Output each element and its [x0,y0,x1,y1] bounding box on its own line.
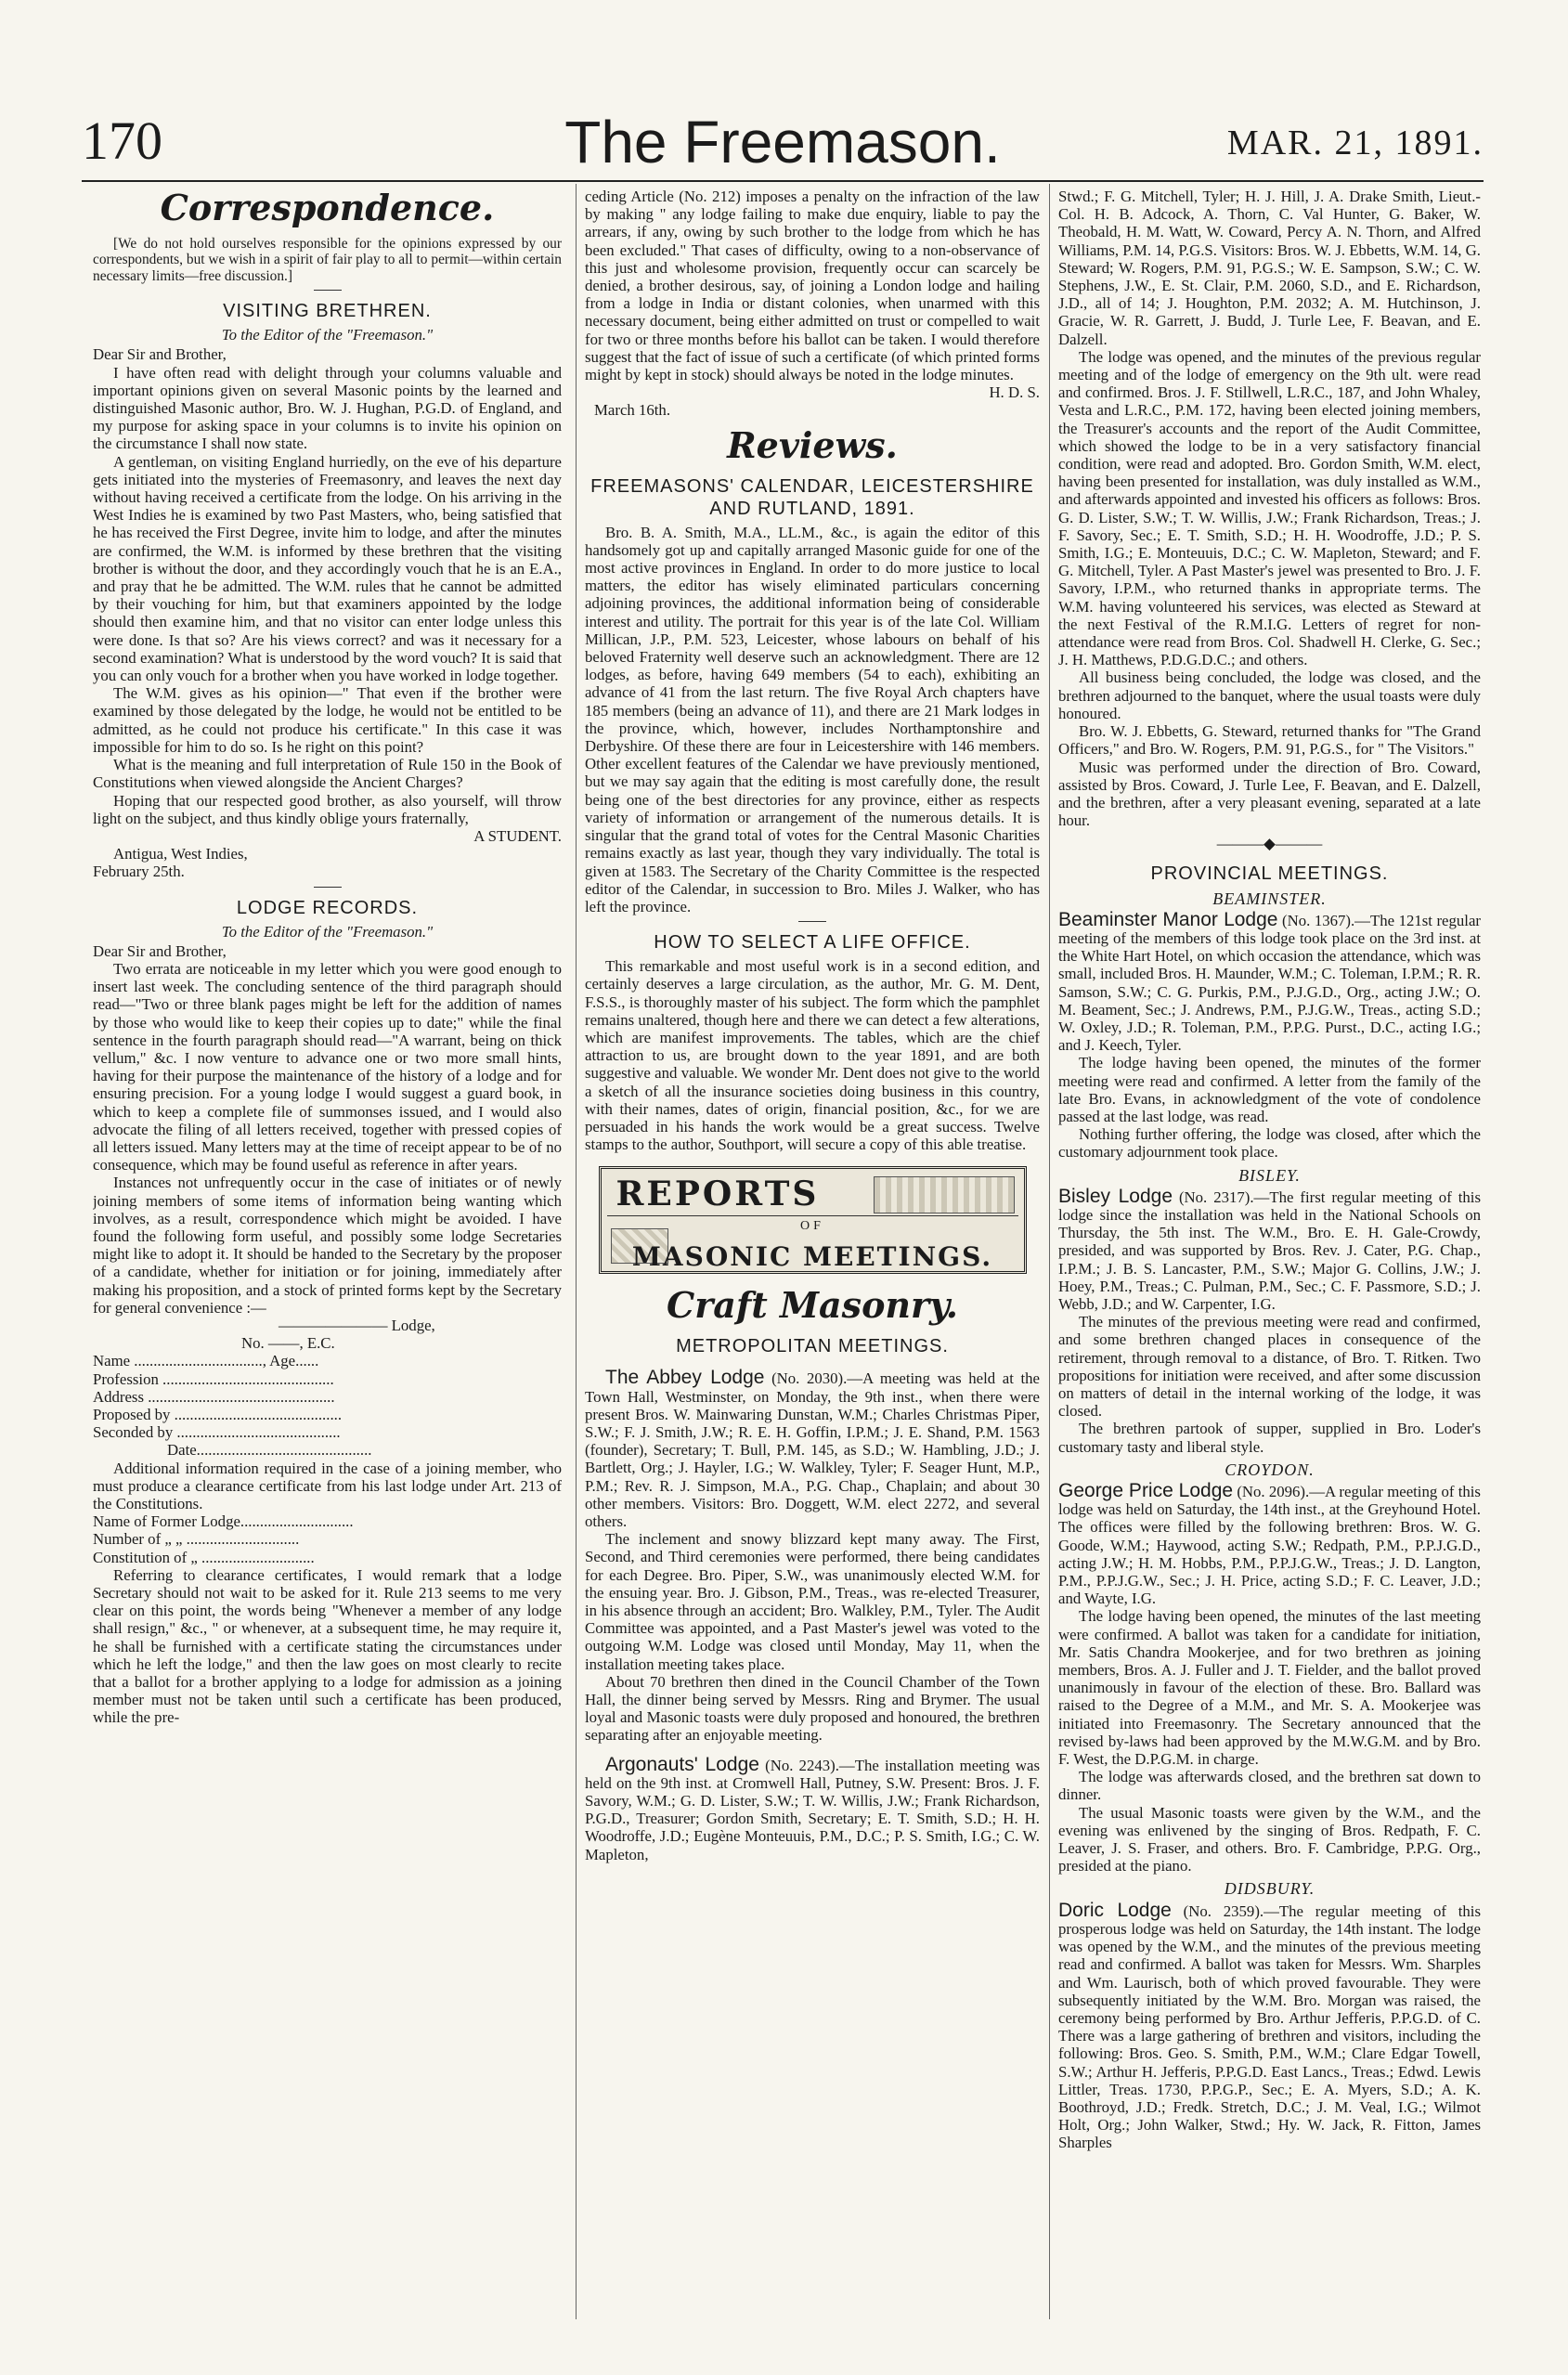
issue-date: MAR. 21, 1891. [1226,123,1484,162]
paragraph: The minutes of the previous meeting were read and confirmed, and some brethren changed places in consequence of the retirement, through removal to a distance, of Bro. T. Ritken. Two propositions for initiation were received, and after some discussion on matters of detail in the internal working of the lodge, it was closed. [1058,1313,1481,1421]
lodge-name: The Abbey Lodge [605,1367,765,1389]
paragraph: ceding Article (No. 212) imposes a penalty on the infraction of the law by making " any lodge failing to make due enquiry, liable to pay the arrears, if any, owing by such brother to the lodge from which he has been excluded." That cases of difficulty, owing to a non-observance of this just and wholesome provision, frequently occur can scarcely be denied, a brother desirous, say, of joining a London lodge and hailing from a lodge in India or distant colonies, when unarmed with this necessary document, being either admitted on trust or compelled to wait for two or three months before his ballot can be taken. I would therefore suggest that the fact of issue of such a certificate (of which printed forms might by kept in stock) should always be noted in the lodge minutes. [585,188,1040,384]
paragraph: This remarkable and most useful work is in a second edition, and certainly deserves a large circulation, as the author, Mr. G. M. Dent, F.S.S., is thoroughly master of his subject. The form which the pamphlet remains unaltered, though here and there we can detect a few alterations, which are manifest improvements. The tables, which are the chief attraction to us, are brought down to the year 1891, and are both suggestive and valuable. We wonder Mr. Dent does not give to the world a sketch of all the insurance societies doing business in this country, with their names, dates of origin, financial position, &c., for we are persuaded in his hands the work would be a great success. Twelve stamps to the author, Southport, will secure a copy of this able treatise. [585,957,1040,1154]
column-3 [1058,188,1481,2323]
paragraph: What is the meaning and full interpretation of Rule 150 in the Book of Constitutions when viewed alongside the Ancient Charges? [93,756,562,792]
salutation: Dear Sir and Brother, [93,941,227,960]
paragraph: Nothing further offering, the lodge was closed, after which the customary adjournment took place. [1058,1125,1481,1162]
letter-title: VISITING BRETHREN. [223,301,432,322]
letter-title: LODGE RECORDS. [236,897,419,918]
paragraph: Bro. W. J. Ebbetts, G. Steward, returned thanks for "The Grand Officers," and Bro. W. Rogers, P.M. 91, P.G.S., for " The Visitors." [1058,722,1481,759]
lodge-report: —The installation meeting was held on the 9th inst. at Cromwell Hall, Putney, S.W. Present: Bros. J. F. Savory, W.M.; G. D. Lister, S.W.; T. W. Willis, J.W.; Frank Richardson, P.G.D., Treasurer; Gordon Smith, Secretary; E. T. Smith, S.D.; H. H. Woodroffe, J.D.; Eugène Monteuuis, P.M., D.C.; P. S. Smith, I.G.; C. W. Mapleton, [585,1756,1040,1863]
paragraph: The brethren partook of supper, supplied in Bro. Loder's customary tasty and liberal style. [1058,1420,1481,1456]
section-title: METROPOLITAN MEETINGS. [676,1336,949,1357]
place-heading: DIDSBURY. [1224,1879,1315,1899]
form-line: Proposed by ........................................... [93,1406,343,1423]
divider [798,921,826,922]
reviews-heading: Reviews. [727,423,898,466]
paragraph: The lodge was opened, and the minutes of the previous regular meeting and of the lodge of emergency on the 9th ult. were read and confirmed. Bros. J. F. Stillwell, L.R.C., 187, and John Whaley, Vesta and L.R.C., P.M. 172, having been elected joining members, the Treasurer's accounts and the report of the Audit Committee, which showed the lodge to be in a very satisfactory financial condition, were read and adopted. Bro. Gordon Smith, W.M. elect, having been presented for installation, was duly installed as W.M., and afterwards appointed and invested his officers as follows: Bros. G. D. Lister, S.W.; T. W. Willis, J.W.; Frank Richardson, Treas.; J. F. Savory, Sec.; E. T. Smith, S.D.; H. H. Woodroffe, J.D.; P. S. Smith, I.G.; E. Monteuuis, D.C.; C. W. Mapleton, Steward; and F. G. Mitchell, Tyler. A Past Master's jewel was presented to Bro. J. F. Savory, I.P.M., who returned thanks in appropriate terms. The W.M. having volunteered his services, was elected as Steward at the next Festival of the R.M.I.G. Letters of regret for non-attendance were read from Bros. Col. Shadwell H. Clerke, G. Sec.; J. H. Matthews, P.D.G.D.C.; and others. [1058,347,1481,669]
correspondence-heading: Correspondence. [160,188,495,228]
salutation: Dear Sir and Brother, [93,345,227,364]
column-1 [93,188,562,2323]
paragraph: I have often read with delight through your columns valuable and important opinions given on several Masonic points by the learned and distinguished Masonic author, Bro. W. J. Hughan, P.G.D. of England, and my purpose for asking space in your columns is to invite his opinion on the circumstance I shall now state. [93,363,562,453]
lodge-name: George Price Lodge [1058,1480,1234,1502]
form-line: Date............................................. [167,1441,372,1460]
banner-ornament [874,1176,1015,1213]
masthead-rule [82,180,1484,182]
paragraph: Referring to clearance certificates, I would remark that a lodge Secretary should not wait to be asked for it. Rule 213 seems to me very clear on this point, the words being "Whenever a member of any lodge shall resign," &c., " or whenever, at a subsequent time, he may require it, he shall be furnished with a certificate stating the circumstances under which he left the lodge," and then the law goes on most clearly to recite that a ballot for a brother applying to a lodge for admission as a joining member must not be taken until such a certificate has been produced, while the pre- [93,1565,562,1727]
lodge-name: Beaminster Manor Lodge [1058,908,1278,930]
letter-addressee: To the Editor of the "Freemason." [221,326,434,344]
divider [314,290,342,291]
signature: A STUDENT. [473,826,562,845]
disclaimer: [We do not hold ourselves responsible for the opinions expressed by our correspondents, but we wish in a spirit of fair play to all to permit—within certain necessary limits—free discussion.] [93,236,562,284]
lodge-name: Argonauts' Lodge [605,1753,759,1775]
lodge-report: —The regular meeting of this prosperous lodge was held on Saturday, the 14th instant. The lodge was opened by the W.M., and the minutes of the previous meeting read and confirmed. A ballot was taken for Messrs. Wm. Sharples and Wm. Laurisch, both of which proved favourable. They were subsequently initiated by the W.M. Bro. Morgan was raised, the ceremony being performed by Bro. Arthur Jefferis, P.P.G.D. of C. There was a large gathering of brethren and visitors, including the following: Bros. Geo. S. Smith, P.M., W.M.; Clare Edgar Towell, S.W.; Arthur H. Jefferis, P.P.G.D. East Lancs., Treas.; Edwd. Lewis Littler, Treas. 1730, P.P.G.P., Sec.; E. A. Myers, S.D.; A. K. Boothroyd, J.D.; Fredk. Stretch, D.C.; J. M. Veal, I.G.; Wilmot Holt, Org.; John Walker, Stwd.; Hy. W. Jack, R. Fitton, James Sharples [1058,1901,1481,2152]
dateline: February 25th. [93,863,185,881]
place-heading: BISLEY. [1238,1165,1301,1185]
form-line: Name ................................., Age...... [93,1352,319,1370]
lodge-report: —A regular meeting of this lodge was held on Saturday, the 14th inst., at the Greyhound Hotel. The offices were filled by the following brethren: Bros. W. G. Goode, W.M.; Haywood, acting S.W.; Redpath, P.M., P.P.J.G.D., acting J.W.; H. M. Hobbs, P.M., P.P.J.G.W., Treas.; J. D. Langton, P.M., P.P.J.G.W., Sec.; J. H. Price, acting S.D.; F. C. Leaver, J.D.; and Wayte, I.G. [1058,1483,1481,1608]
paragraph: Bro. B. A. Smith, M.A., LL.M., &c., is again the editor of this handsomely got up and capitally arranged Masonic guide for one of the most active provinces in England. In order to do more justice to local matters, the editor has wisely eliminated particulars concerning adjoining provinces, the additional information being of considerable interest and utility. The portrait for this year is of the late Col. William Millican, J.P., P.M. 523, Leicester, whose labours on behalf of his beloved Fraternity well deserve such an acknowledgment. There are 12 lodges, as before, having 649 members (54 to each), exhibiting an advance of 41 from the last return. The five Royal Arch chapters have 185 members (being an advance of 11), and there are 21 Mark lodges in the province, which, however, includes Northamptonshire and Derbyshire. Of these there are four in Leicestershire with 146 members. Other excellent features of the Calendar we have previously mentioned, but we may say again that the editing is most carefully done, the result being one of the best directories for any province, either as respects variety of information or arrangement of the numerous details. It is singular that the grand total of votes for the Central Masonic Charities remains exactly as last year, though they vary individually. The total is given at 1583. The Secretary of the Charity Committee is the respected editor of the Calendar, in succession to Bro. Miles J. Walker, who has left the province. [585,523,1040,915]
banner-meetings: MASONIC MEETINGS. [631,1241,993,1273]
paragraph: A gentleman, on visiting England hurriedly, on the eve of his departure gets initiated into the mysteries of Freemasonry, and leaves the next day without having received a certificate from the lodge. On his arriving in the West Indies he is examined by two Past Masters, who, being satisfied that he has received the First Degree, invite him to lodge, and after the minutes are confirmed, the W.M. is informed by these brethren that the visiting brother is without the door, and they accordingly vouch that he is an E.A., and pray that he be admitted. The W.M. rules that he cannot be admitted by their vouching for him, but that examiners appointed by the lodge should then examine him, and that no visitor can enter lodge unless this were done. Is that so? Are his views correct? and was it necessary for a second examination? What is understood by the word vouch? It is said that you can only vouch for a brother when you have worked in lodge together. [93,452,562,685]
paragraph: Stwd.; F. G. Mitchell, Tyler; H. J. Hill, J. A. Drake Smith, Lieut.-Col. H. B. Adcock, A. Thorn, C. Val Hunter, G. Baker, W. Theobald, H. M. Watt, W. Coward, Percy A. N. Thorn, and Alfred Williams, P.M. 14, P.G.S. Visitors: Bros. W. J. Ebbetts, W.M. 14, G. Steward; W. Rogers, P.M. 91, P.G.S.; W. E. Sampson, S.W.; C. W. Stephens, J.W., E. St. Clair, P.M. 2060, S.D., and E. Richardson, J.D., all of 14; J. Houghton, P.M. 2032; A. M. Hutchinson, J. Gracie, W. R. Garrett, J. Budd, J. Turle Lee, F. Beavan, and E. Dalzell. [1058,188,1481,348]
form-line: ——————— Lodge, [279,1316,435,1334]
craft-masonry-heading: Craft Masonry. [666,1284,959,1327]
lodge-report: —The first regular meeting of this lodge since the installation was held in the National Schools on Thursday, the 5th inst. The W.M., Bro. E. H. Gale-Crowdy, presided, and was supported by Bros. Rev. J. Cater, P.G. Chap., I.P.M.; J. B. S. Lancaster, P.M., S.W.; Major G. Collins, J.W.; J. Hoey, P.M., Treas.; C. Pulman, P.M., Sec.; C. F. Passmore, S.D.; J. Webb, J.D.; and W. Carpenter, I.G. [1058,1188,1481,1313]
paragraph: The W.M. gives as his opinion—" That even if the brother were examined by those delegated by the lodge, he would not be entitled to be admitted, as he could not produce his certificate." In this case it was impossible for him to do so. Is he right on this point? [93,684,562,756]
signature: H. D. S. [989,383,1040,402]
lodge-number: (No. 1367). [1282,911,1355,929]
lodge-number: (No. 2317). [1178,1188,1254,1206]
form-line: Address ................................................ [93,1387,335,1406]
paragraph: Instances not unfrequently occur in the case of initiates or of newly joining members of some items of information being wanting which involves, as a result, correspondence which might be avoided. I have found the following form useful, and possibly some lodge Secretaries might like to adopt it. It should be handed to the Secretary by the proposer of a candidate, whether for initiation or for joining, immediately after making his proposition, and a stock of printed forms kept by the Secretary for general convenience :— [93,1174,562,1317]
review-title: HOW TO SELECT A LIFE OFFICE. [654,932,971,954]
form-line: Constitution of „ ............................. [93,1548,315,1566]
paragraph: The lodge was afterwards closed, and the brethren sat down to dinner. [1058,1768,1481,1804]
form-line: Name of Former Lodge............................. [93,1512,354,1531]
paragraph: All business being concluded, the lodge was closed, and the brethren adjourned to the banquet, where the usual toasts were duly honoured. [1058,668,1481,722]
paragraph: The lodge having been opened, the minutes of the last meeting were confirmed. A ballot was taken for a candidate for initiation, Mr. Satis Chandra Mookerjee, and for two brethren as joining members, Bros. A. J. Fuller and J. T. Fielder, and the ballot proved unanimously in favour of the election of these. Bro. Ballard was raised to the Degree of a M.M., and Mr. S. A. Mookerjee was initiated into Freemasonry. The Secretary announced that the revised by-laws had been approved by the M.W.G.M. and by Bro. F. West, the D.P.G.M. in charge. [1058,1607,1481,1769]
lodge-report: —The 121st regular meeting of the members of this lodge took place on the 3rd inst. at the White Hart Hotel, on which occasion the attendance, which was small, included Bros. H. Maunder, W.M.; C. Toleman, I.P.M.; R. R. Samson, S.W.; C. G. Purkis, P.M., P.J.G.D., Org., acting J.W.; O. M. Beament, Sec.; J. Andrews, P.M., P.J.G.W., Treas., acting S.D.; W. Oxley, J.D.; R. Toleman, P.M., P.P.G. Purst., D.C., acting I.G.; and J. Keech, Tyler. [1058,911,1481,1055]
paragraph: Hoping that our respected good brother, as also yourself, will throw light on the subject, and thus kindly oblige yours fraternally, [93,791,562,827]
form-line: Seconded by .......................................... [93,1423,341,1442]
banner-of: OF [800,1219,824,1234]
paragraph: The inclement and snowy blizzard kept many away. The First, Second, and Third ceremonies were performed, there being candidates for each Degree. Bro. Piper, S.W., was unanimously elected W.M. for the ensuing year. Bro. J. Gibson, P.M., Treas., was re-elected Treasurer, in his absence through an accident; Bro. Walkley, P.M., Tyler. The Audit Committee was appointed, and a Past Master's jewel was voted to the outgoing W.M. Lodge was closed until Monday, May 11, when the installation meeting takes place. [585,1530,1040,1673]
reports-banner [599,1166,1027,1274]
place-heading: CROYDON. [1225,1460,1315,1479]
paragraph: The usual Masonic toasts were given by the W.M., and the evening was enlivened by the singing of Bros. Redpath, F. C. Leaver, J. S. Fraser, and others. Bro. F. Cambridge, P.P.G. Org., presided at the piano. [1058,1803,1481,1875]
place-heading: BEAMINSTER. [1212,889,1327,908]
lodge-name: Bisley Lodge [1058,1185,1173,1207]
paragraph: Music was performed under the direction of Bro. Coward, assisted by Bros. Coward, J. Turle Lee, F. Beavan, and E. Dalzell, and the brethren, after a very pleasant evening, separated at a late hour. [1058,758,1481,830]
column-2 [585,188,1040,2323]
banner-reports: REPORTS [607,1173,1018,1216]
section-title: PROVINCIAL MEETINGS. [1150,863,1389,884]
masthead [82,110,1484,175]
lodge-number: (No. 2359). [1183,1901,1264,1920]
newspaper-title: The Freemason. [564,109,1001,175]
divider [314,887,342,888]
lodge-name: Doric Lodge [1058,1899,1172,1921]
lodge-report: —A meeting was held at the Town Hall, Westminster, on Monday, the 9th inst., when there were present Bros. W. Mainwaring Dunstan, W.M.; Charles Christmas Piper, S.W.; F. J. Smith, J.W.; R. E. H. Goffin, I.P.M.; J. E. Shand, P.M. 1563 (founder), Secretary; T. Bull, P.M. 145, as S.D.; W. Hambling, J.D.; J. Bartlett, Org.; J. Hayler, I.G.; W. Walkley, Tyler; F. Seager Hunt, M.P., P.M.; Rev. R. J. Simpson, M.A., P.G. Chap., Chaplain; and about 30 other members. Visitors: Bro. Doggett, W.M. elect 2272, and several others. [585,1369,1040,1530]
lodge-number: (No. 2243). [765,1756,839,1774]
place: Antigua, West Indies, [113,845,248,863]
column-divider [1049,184,1050,2319]
paragraph: About 70 brethren then dined in the Council Chamber of the Town Hall, the dinner being served by Messrs. Ring and Brymer. The usual loyal and Masonic toasts were duly proposed and honoured, the brethren separating after an enjoyable meeting. [585,1672,1040,1745]
dateline: March 16th. [594,401,671,420]
letter-addressee: To the Editor of the "Freemason." [221,922,434,941]
page-number: 170 [82,110,162,171]
form-line: Number of „ „ ............................. [93,1530,300,1549]
lodge-number: (No. 2096). [1237,1483,1310,1501]
paragraph: The lodge having been opened, the minutes of the former meeting were read and confirmed. A letter from the family of the late Bro. Evans, in acknowledgment of the vote of condolence passed at the last lodge, was read. [1058,1054,1481,1125]
form-line: No. ——, E.C. [241,1334,335,1353]
review-title: FREEMASONS' CALENDAR, LEICESTERSHIRE AND RUTLAND, 1891. [590,475,1034,519]
lodge-number: (No. 2030). [771,1369,848,1388]
form-line: Profession ............................................ [93,1369,334,1388]
ornamental-rule: ———◆——— [1216,835,1323,853]
column-divider [576,184,577,2319]
paragraph: Additional information required in the case of a joining member, who must produce a clearance certificate from his last lodge under Art. 213 of the Constitutions. [93,1459,562,1513]
paragraph: Two errata are noticeable in my letter which you were good enough to insert last week. The concluding sentence of the third paragraph should read—"Two or three blank pages might be left for the addition of names by those who would like to keep their copies up to date;" while the final sentence in the fourth paragraph should read—"A warrant, being on thick vellum," &c. I now venture to advance one or two more small hints, having for their purpose the maintenance of the history of a lodge and for ensuring precision. For a young lodge I would suggest a guard book, in which to keep a complete file of summonses issued, and I would also advocate the filing of all letters received, together with pressed copies of all letters issued. Many letters may at the time of receipt appear to be of no consequence, which may be found useful as reference in after years. [93,959,562,1175]
